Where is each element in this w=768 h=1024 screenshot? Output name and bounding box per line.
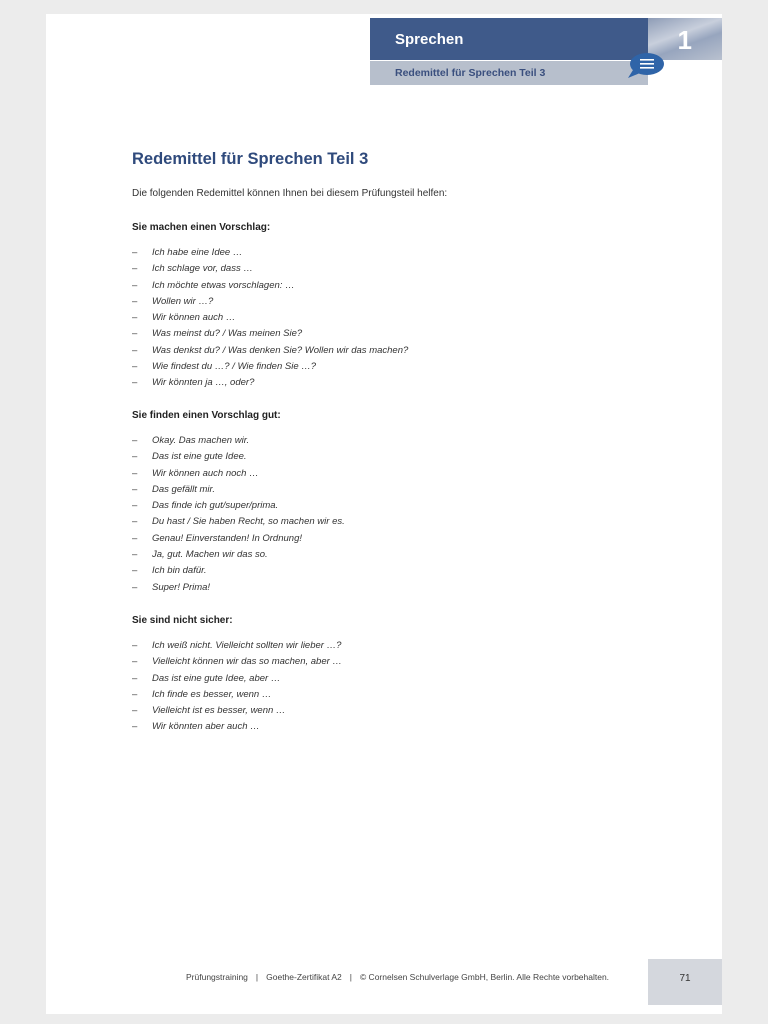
list-item: – Du hast / Sie haben Recht, so machen wir es. xyxy=(132,516,345,528)
speech-bubble-icon xyxy=(625,52,665,80)
list-item: – Genau! Einverstanden! In Ordnung! xyxy=(132,532,302,544)
page-title: Redemittel für Sprechen Teil 3 xyxy=(132,150,369,168)
list-item: – Wir könnten aber auch … xyxy=(132,721,260,733)
footer-separator: | xyxy=(255,972,259,982)
section-heading-unsicher: Sie sind nicht sicher: xyxy=(132,615,233,626)
footer-copyright: © Cornelsen Schulverlage GmbH, Berlin. Alle Rechte vorbehalten. xyxy=(359,972,610,982)
list-item: – Ich bin dafür. xyxy=(132,565,207,577)
list-item: – Wie findest du …? / Wie finden Sie …? xyxy=(132,361,317,373)
list-item: – Vielleicht können wir das so machen, aber … xyxy=(132,656,342,668)
list-item: – Wir können auch noch … xyxy=(132,467,259,479)
page-number: 71 xyxy=(648,959,722,1005)
list-item: – Ich weiß nicht. Vielleicht sollten wir lieber …? xyxy=(132,640,342,651)
list-item: – Wir könnten ja …, oder? xyxy=(132,377,255,389)
list-item: – Wollen wir …? xyxy=(132,295,214,307)
header-section-title: Sprechen xyxy=(370,18,648,60)
footer-certificate: Goethe-Zertifikat A2 xyxy=(266,972,342,982)
list-item: – Ich schlage vor, dass … xyxy=(132,263,253,275)
list-item: – Ich habe eine Idee … xyxy=(132,247,243,258)
list-unsicher xyxy=(132,638,342,736)
list-vorschlag xyxy=(132,245,408,392)
list-item: – Vielleicht ist es besser, wenn … xyxy=(132,705,286,717)
list-item: – Super! Prima! xyxy=(132,581,211,593)
list-item: – Wir können auch … xyxy=(132,312,236,324)
list-item: – Das ist eine gute Idee. xyxy=(132,451,247,463)
list-item: – Das gefällt mir. xyxy=(132,483,215,495)
footer-training: Prüfungstraining xyxy=(186,972,248,982)
footer-separator: | xyxy=(349,972,352,982)
list-item: – Das finde ich gut/super/prima. xyxy=(132,500,279,512)
footer-text xyxy=(186,972,609,982)
list-item: – Ich möchte etwas vorschlagen: … xyxy=(132,279,295,291)
list-item: – Was meinst du? / Was meinen Sie? xyxy=(132,328,303,340)
list-gut xyxy=(132,433,345,596)
section-heading-vorschlag: Sie machen einen Vorschlag: xyxy=(132,222,271,233)
list-item: – Ich finde es besser, wenn … xyxy=(132,688,272,700)
intro-text: Die folgenden Redemittel können Ihnen bei diesem Prüfungsteil helfen: xyxy=(132,188,448,199)
chapter-number: 1 xyxy=(648,18,722,60)
list-item: – Was denkst du? / Was denken Sie? Wollen wir das machen? xyxy=(132,344,409,356)
list-item: – Okay. Das machen wir. xyxy=(132,435,250,446)
section-heading-gut: Sie finden einen Vorschlag gut: xyxy=(132,410,281,421)
list-item: – Ja, gut. Machen wir das so. xyxy=(132,549,268,561)
header-subtitle: Redemittel für Sprechen Teil 3 xyxy=(370,61,648,85)
list-item: – Das ist eine gute Idee, aber … xyxy=(132,672,281,684)
